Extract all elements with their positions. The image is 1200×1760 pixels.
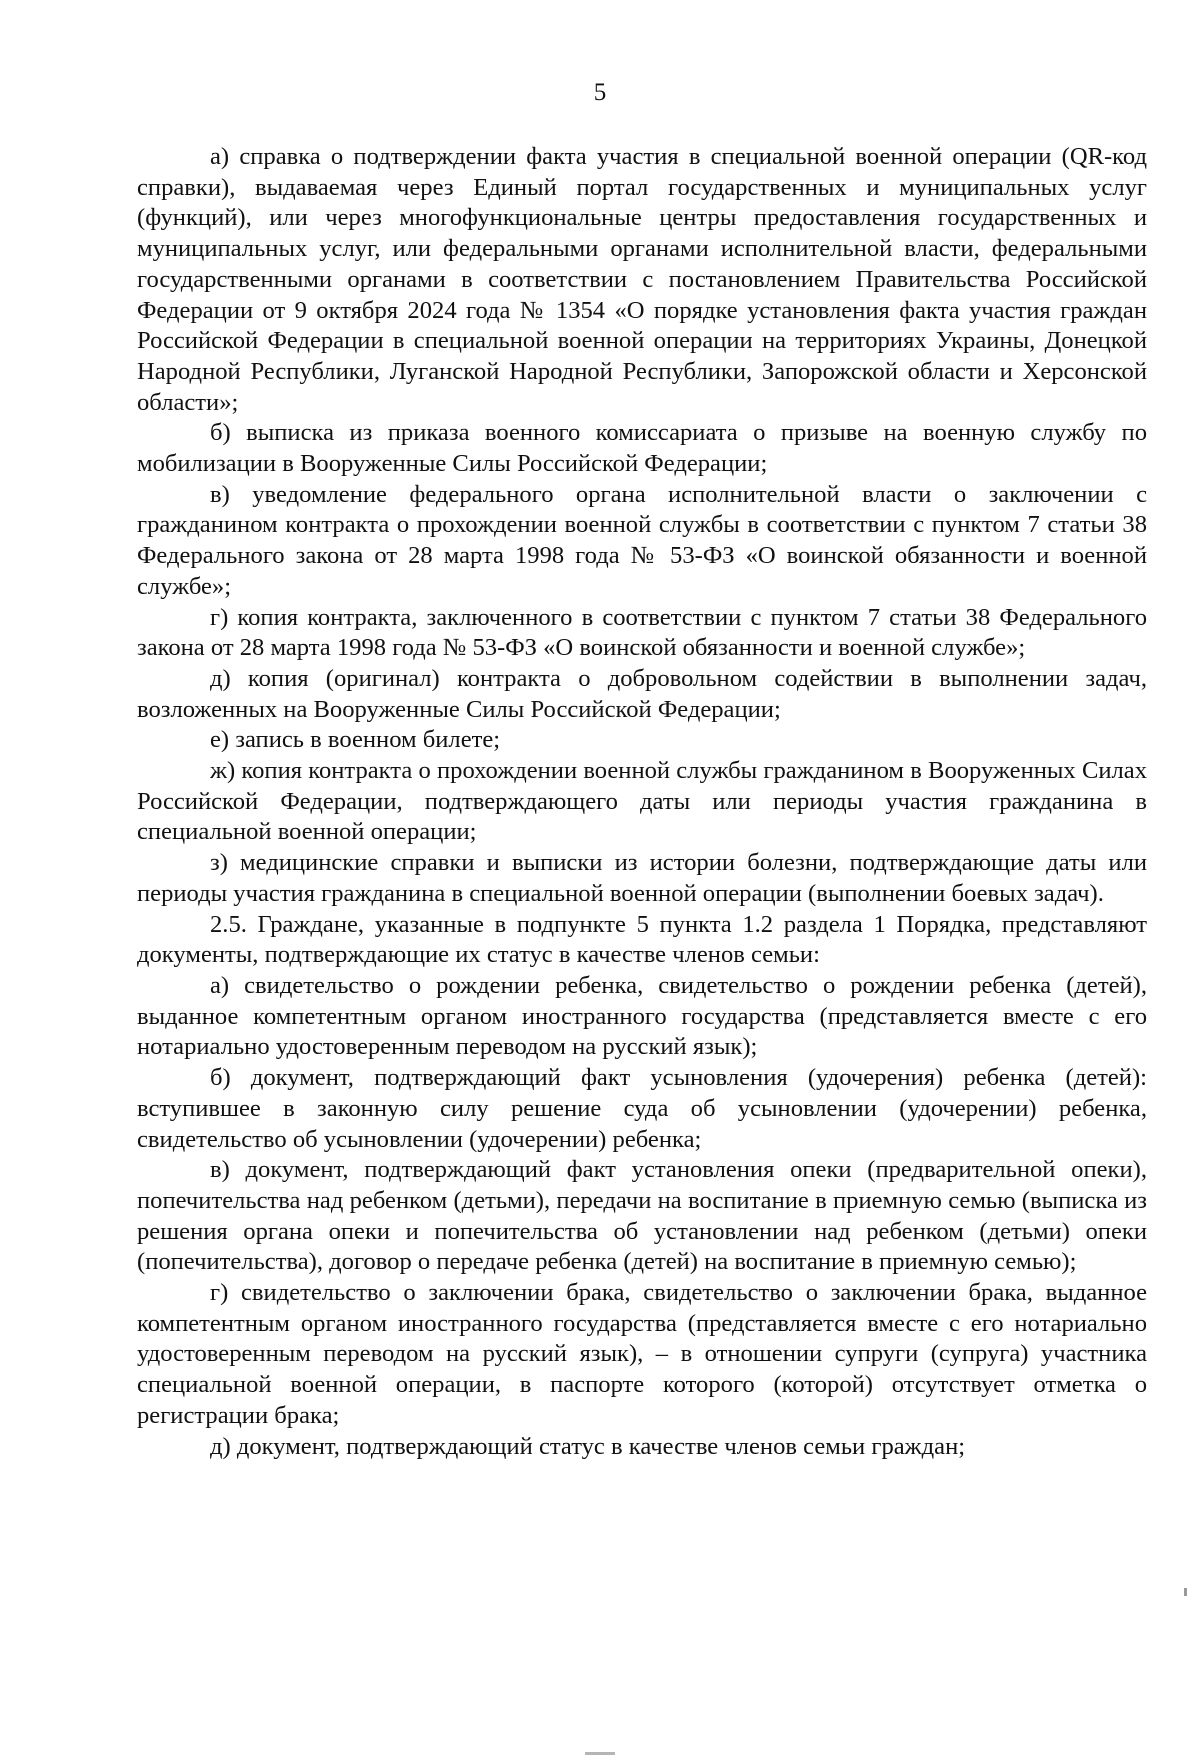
paragraph-v-contract-notice: в) уведомление федерального органа исполнительной власти о заключении с гражданином контракта о прохождении военной службы в соответствии с пунктом 7 статьи 38 Федерального закона от 28 марта 1998 года № 53-ФЗ «О воинской обязанности и военной службе»; bbox=[137, 480, 1147, 600]
paragraph-b-mobilization-order: б) выписка из приказа военного комиссариата о призыве на военную службу по мобилизации в Вооруженные Силы Российской Федерации; bbox=[137, 419, 1147, 478]
paragraph-a-certificate-qr: а) справка о подтверждении факта участия в специальной военной операции (QR-код справки), выдаваемая через Единый портал государственных и муниципальных услуг (функций), или через многофункциональные центры предоставления государственных и муниципальных услуг, или федеральными органами исполнительной власти, федеральными государственными органами в соответствии с постановлением Правительства Российской Федерации от 9 октября 2024 года № 1354 «О порядке установления факта участия граждан Российской Федерации в специальной военной операции на территориях Украины, Донецкой Народной Республики, Луганской Народной Республики, Запорожской области и Херсонской области»; bbox=[137, 143, 1147, 416]
paragraph-a-birth-certificate: а) свидетельство о рождении ребенка, свидетельство о рождении ребенка (детей), выданное компетентным органом иностранного государства (представляется вместе с его нотариально удостоверенным переводом на русский язык); bbox=[137, 971, 1147, 1061]
page-number: 5 bbox=[593, 79, 607, 106]
paragraph-d-volunteer-contract: д) копия (оригинал) контракта о добровольном содействии в выполнении задач, возложенных на Вооруженные Силы Российской Федерации; bbox=[137, 664, 1147, 723]
paragraph-z-medical-records: з) медицинские справки и выписки из истории болезни, подтверждающие даты или периоды участия гражданина в специальной военной операции (выполнении боевых задач). bbox=[137, 849, 1147, 907]
paragraph-g-contract-copy: г) копия контракта, заключенного в соответствии с пунктом 7 статьи 38 Федерального закона от 28 марта 1998 года № 53-ФЗ «О воинской обязанности и военной службе»; bbox=[137, 603, 1147, 662]
paragraph-e-military-id: е) запись в военном билете; bbox=[210, 726, 501, 754]
paragraph-v-guardianship: в) документ, подтверждающий факт установления опеки (предварительной опеки), попечительства над ребенком (детьми), передачи на воспитание в приемную семью (выписка из решения органа опеки и попечительства об установлении над ребенком (детьми) опеки (попечительства), договор о передаче ребенка (детей) на воспитание в приемную семью); bbox=[137, 1156, 1147, 1276]
paragraph-b-adoption: б) документ, подтверждающий факт усыновления (удочерения) ребенка (детей): вступившее в законную силу решение суда об усыновлении (удочерении) ребенка, свидетельство об усыновлении (удочерении) ребенка; bbox=[137, 1064, 1147, 1153]
scan-mark-bottom bbox=[585, 1752, 615, 1755]
paragraph-g-marriage-certificate: г) свидетельство о заключении брака, свидетельство о заключении брака, выданное компетентным органом иностранного государства (представляется вместе с его нотариально удостоверенным переводом на русский язык), – в отношении супруги (супруга) участника специальной военной операции, в паспорте которого (которой) отсутствует отметка о регистрации брака; bbox=[137, 1279, 1147, 1429]
paragraph-zh-service-contract: ж) копия контракта о прохождении военной службы гражданином в Вооруженных Силах Российской Федерации, подтверждающего даты или периоды участия гражданина в специальной военной операции; bbox=[137, 757, 1147, 846]
paragraph-d-family-status: д) документ, подтверждающий статус в качестве членов семьи граждан; bbox=[210, 1432, 966, 1460]
document-body bbox=[137, 142, 1147, 1462]
paragraph-2-5-family-members: 2.5. Граждане, указанные в подпункте 5 пункта 1.2 раздела 1 Порядка, представляют документы, подтверждающие их статус в качестве членов семьи: bbox=[137, 910, 1147, 969]
scan-mark bbox=[1184, 1588, 1187, 1596]
